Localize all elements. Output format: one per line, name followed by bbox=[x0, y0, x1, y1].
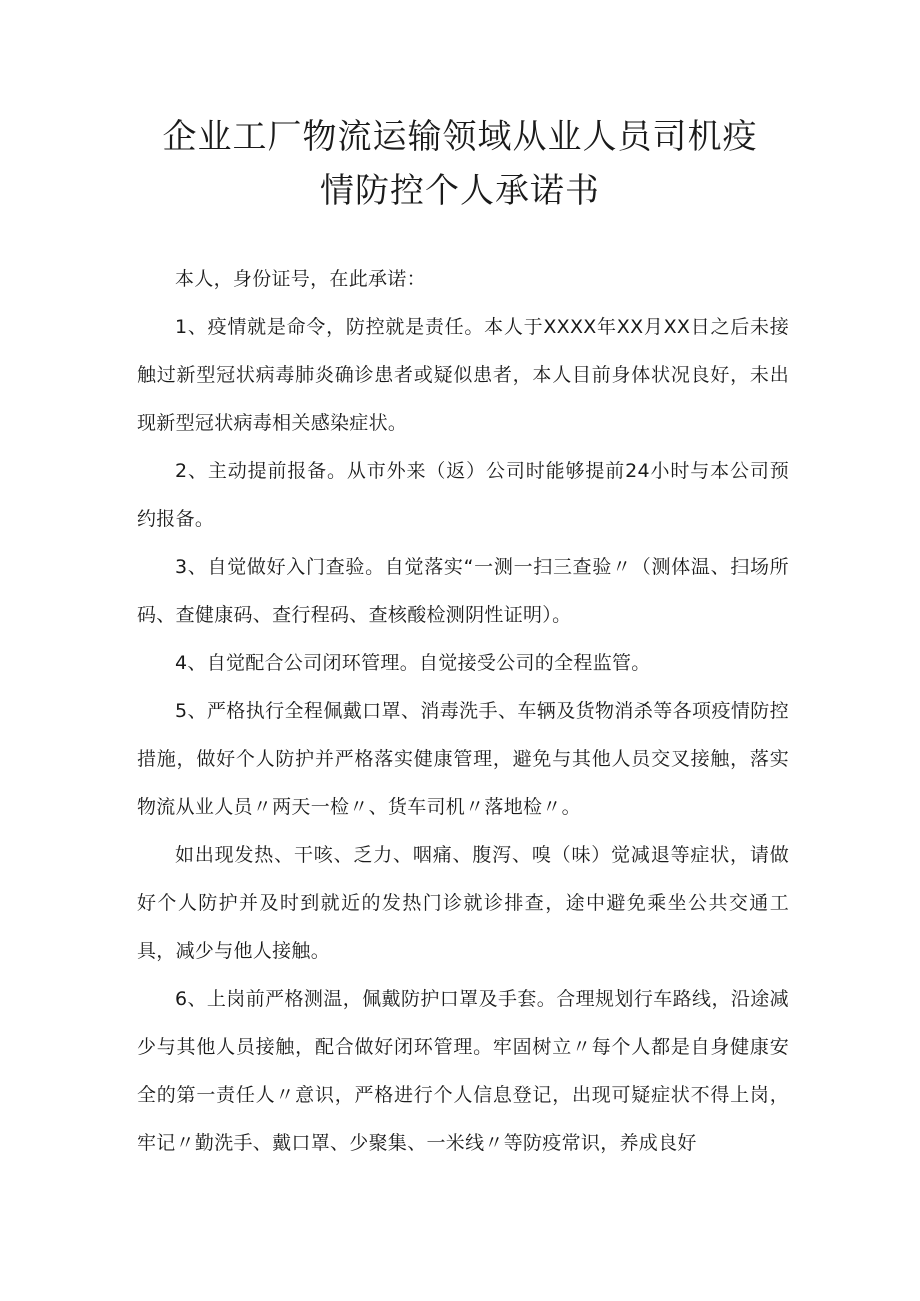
paragraph-item-1: 1、疫情就是命令，防控就是责任。本人于XXXX年XX月XX日之后未接触过新型冠状病毒肺炎确诊患者或疑似患者，本人目前身体状况良好，未出现新型冠状病毒相关感染症状。 bbox=[137, 316, 789, 434]
paragraph-item-3: 3、自觉做好入门查验。自觉落实“一测一扫三查验〃（测体温、扫场所码、查健康码、查行程码、查核酸检测阴性证明）。 bbox=[137, 556, 789, 626]
document-title bbox=[0, 110, 920, 218]
document-body bbox=[137, 255, 789, 1167]
title-line-1: 企业工厂物流运输领域从业人员司机疫 bbox=[162, 117, 758, 157]
paragraph-item-5: 5、严格执行全程佩戴口罩、消毒洗手、车辆及货物消杀等各项疫情防控措施，做好个人防护并严格落实健康管理，避免与其他人员交叉接触，落实物流从业人员〃两天一检〃、货车司机〃落地检〃。 bbox=[137, 700, 789, 818]
paragraph-item-2: 2、主动提前报备。从市外来（返）公司时能够提前24小时与本公司预约报备。 bbox=[137, 460, 789, 530]
title-line-2: 情防控个人承诺书 bbox=[320, 171, 600, 211]
paragraph-intro: 本人，身份证号，在此承诺： bbox=[175, 268, 426, 290]
paragraph-symptoms: 如出现发热、干咳、乏力、咽痛、腹泻、嗅（味）觉减退等症状，请做好个人防护并及时到就近的发热门诊就诊排查，途中避免乘坐公共交通工具，减少与他人接触。 bbox=[137, 844, 789, 962]
paragraph-item-4: 4、自觉配合公司闭环管理。自觉接受公司的全程监管。 bbox=[175, 652, 651, 674]
paragraph-item-6: 6、上岗前严格测温，佩戴防护口罩及手套。合理规划行车路线，沿途减少与其他人员接触，配合做好闭环管理。牢固树立〃每个人都是自身健康安全的第一责任人〃意识，严格进行个人信息登记，出现可疑症状不得上岗，牢记〃勤洗手、戴口罩、少聚集、一米线〃等防疫常识，养成良好 bbox=[137, 988, 789, 1154]
